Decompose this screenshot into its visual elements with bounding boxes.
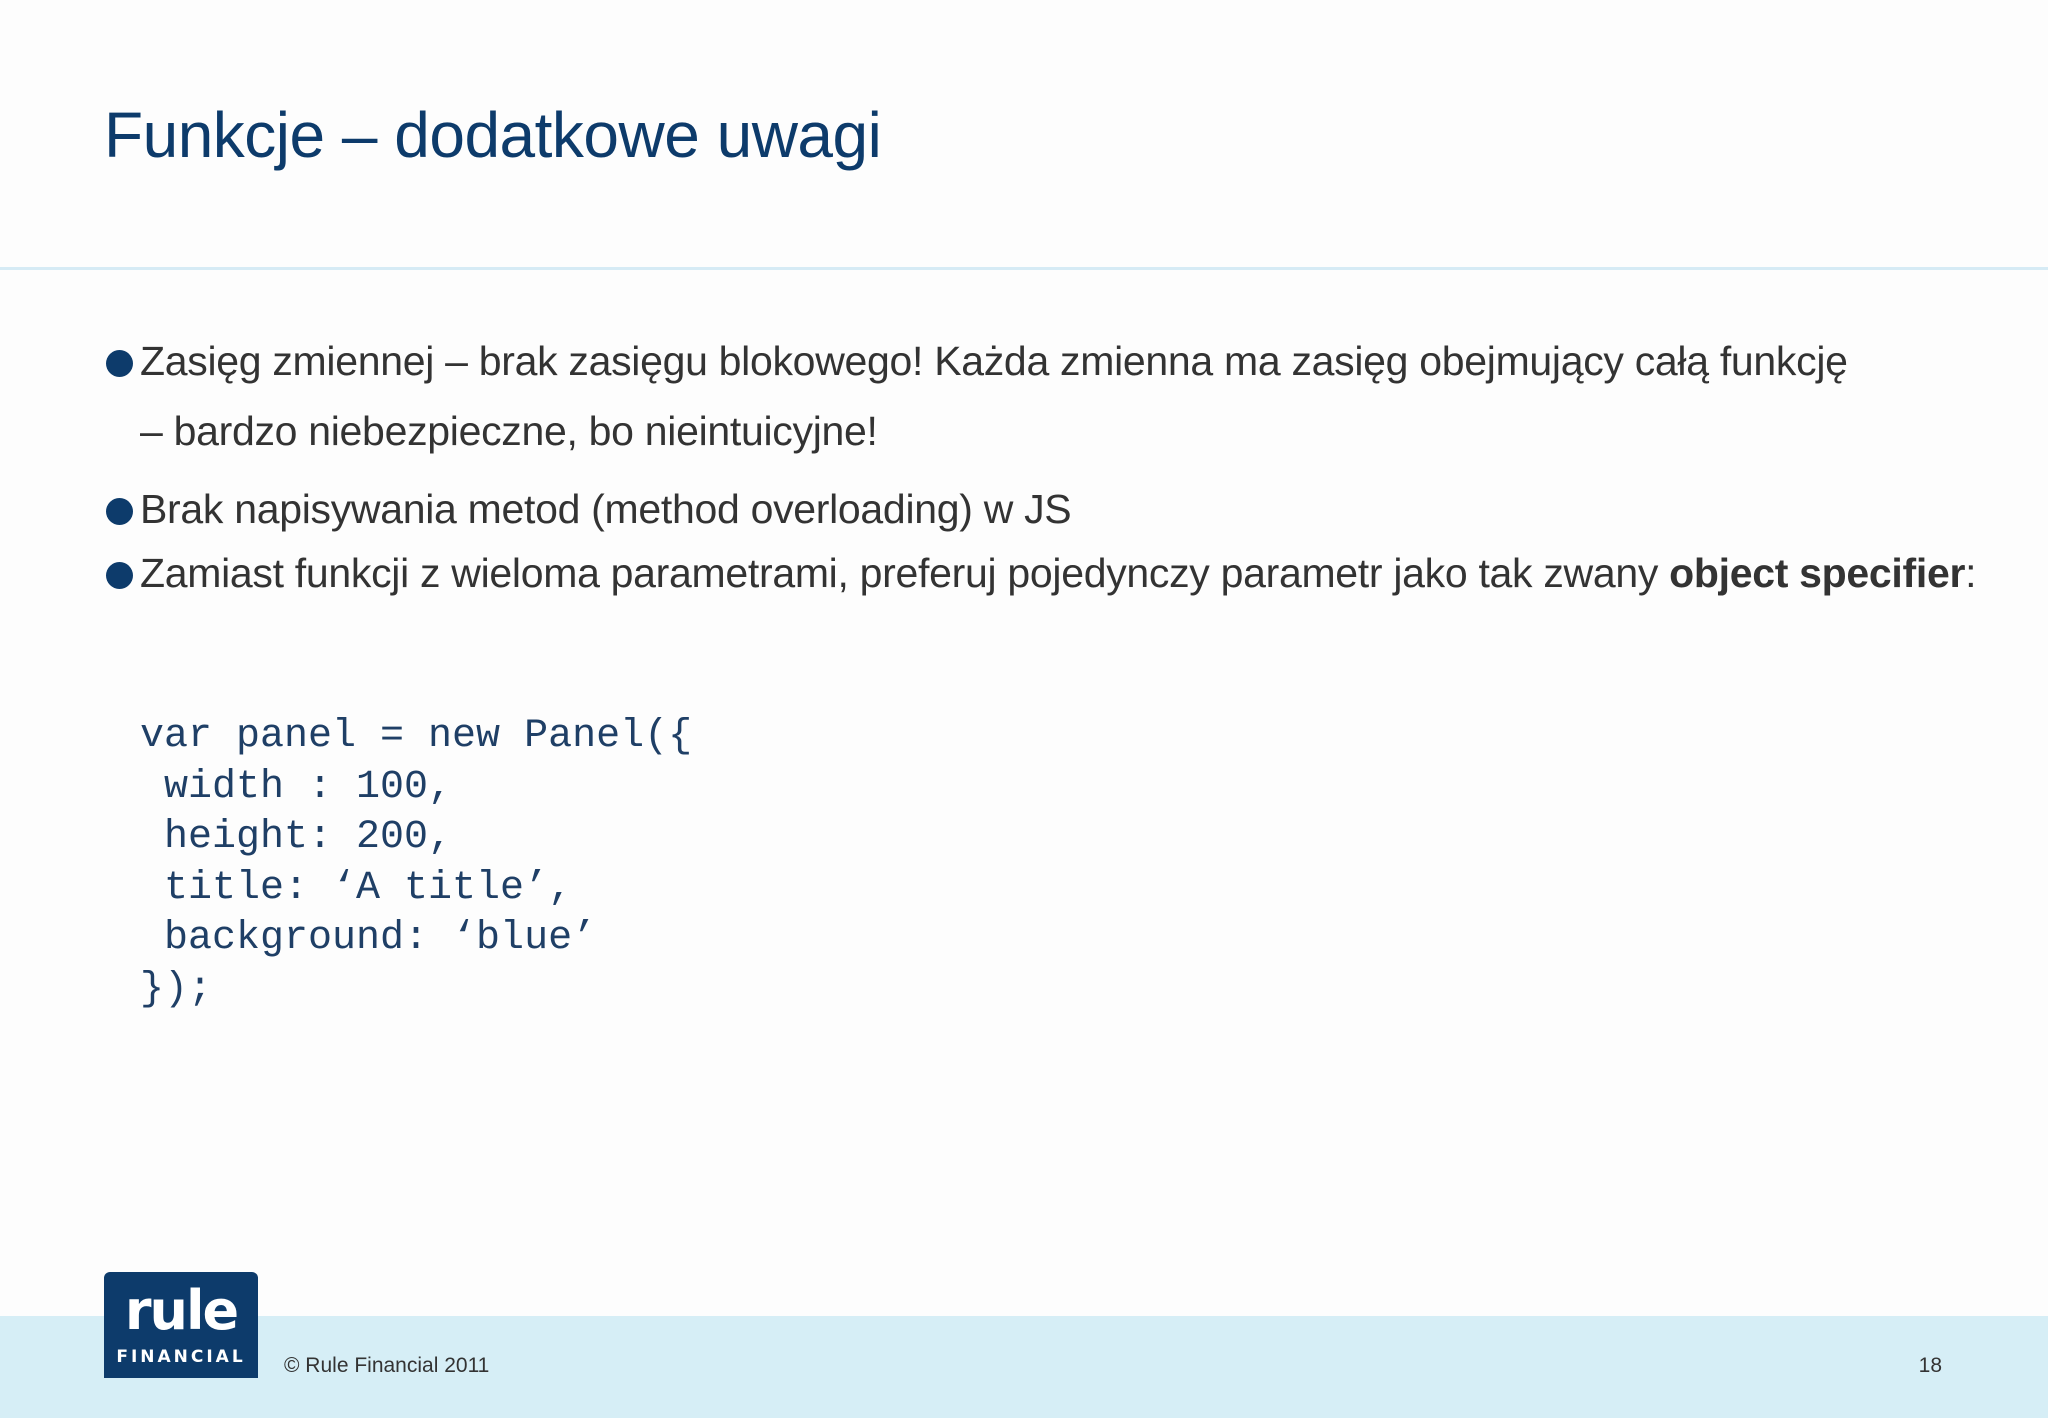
bullet-dot-icon: [106, 562, 133, 589]
bullet-text: Zasięg zmiennej – brak zasięgu blokowego! Każda zmienna ma zasięg obejmujący całą funkcję: [140, 338, 1848, 384]
bullet-bold-term: object specifier: [1669, 550, 1966, 596]
bullet-text-suffix: :: [1965, 550, 1977, 596]
page-number: 18: [1918, 1354, 1942, 1377]
bullet-text: Brak napisywania metod (method overloading) w JS: [140, 486, 1072, 532]
slide-title: Funkcje – dodatkowe uwagi: [104, 99, 882, 171]
bullet-item: [104, 548, 2004, 598]
bullet-list: [104, 336, 2004, 598]
bullet-item: [104, 484, 2004, 534]
rule-financial-logo: [104, 1272, 258, 1378]
logo-wordmark: rule: [124, 1279, 238, 1342]
bullet-dot-icon: [106, 498, 133, 525]
copyright-notice: © Rule Financial 2011: [284, 1354, 490, 1377]
code-example: var panel = new Panel({ width : 100, height: 200, title: ‘A title’, background: ‘blue’ });: [140, 714, 693, 1012]
bullet-text-continuation: – bardzo niebezpieczne, bo nieintuicyjne!: [140, 408, 878, 454]
logo-subtitle: FINANCIAL: [116, 1347, 246, 1367]
bullet-item: [104, 336, 2004, 464]
bullet-text: Zamiast funkcji z wieloma parametrami, preferuj pojedynczy parametr jako tak zwany: [140, 550, 1670, 596]
bullet-dot-icon: [106, 350, 133, 377]
title-divider: [0, 267, 2048, 270]
